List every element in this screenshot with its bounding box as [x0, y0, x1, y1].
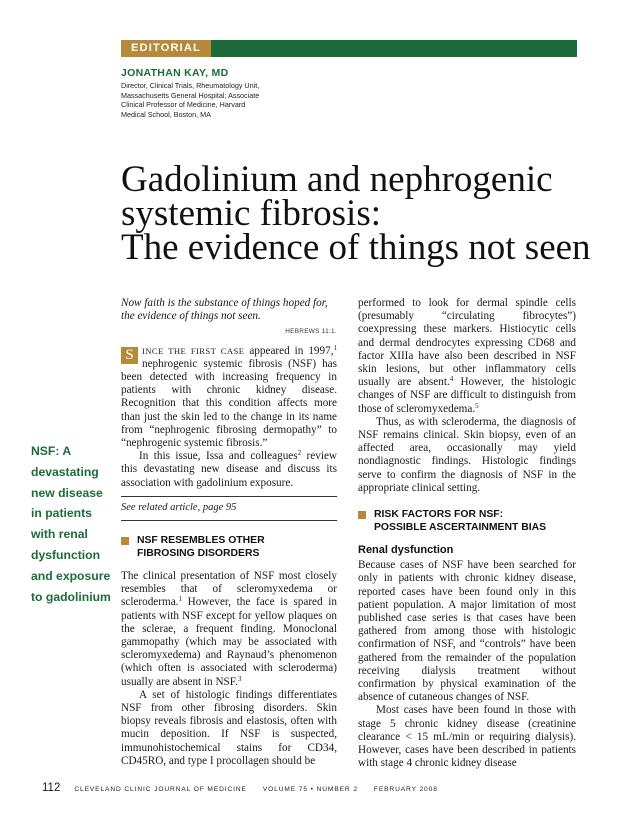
journal-volume: VOLUME 75 • NUMBER 2 [262, 786, 358, 793]
intro-smallcaps: INCE THE FIRST CASE [142, 345, 245, 356]
pull-quote-line: devastating [31, 464, 99, 479]
author-name: JONATHAN KAY, MD [121, 67, 229, 79]
reference-marker: 1 [333, 343, 337, 352]
right-column [358, 297, 576, 771]
paragraph-text: However, the face is spared in patients with NSF except for yellow plaques on the sclerae, a frequent finding. Monoclonal gammopathy (which may be associated with scleromyxedema) and Raynaud’s phenomenon (which often is associated with scleroderma) usually are absent in NSF. [121, 596, 337, 688]
title-line: The evidence of things not seen [121, 227, 591, 268]
section-heading-line: NSF RESEMBLES OTHER [137, 535, 265, 547]
paragraph-text: The clinical presentation of NSF most closely resembles that of scleromyxedema or scleroderma. [121, 570, 337, 609]
pull-quote [31, 441, 113, 607]
section-square-icon [358, 511, 366, 519]
pull-quote-line: with renal [31, 527, 88, 542]
epigraph-quote: Now faith is the substance of things hoped for, the evidence of things not seen. [121, 297, 328, 323]
section-heading-line: POSSIBLE ASCERTAINMENT BIAS [374, 521, 547, 533]
section-banner [121, 40, 577, 57]
paragraph [358, 297, 576, 416]
section-heading [121, 535, 337, 560]
section-heading [358, 509, 576, 534]
paragraph-text: appeared in 1997, [244, 344, 334, 357]
pull-quote-line: and exposure [31, 568, 111, 583]
page-footer [42, 778, 582, 796]
section-heading-line: RISK FACTORS FOR NSF: [374, 509, 504, 521]
title-line: Gadolinium and nephrogenic [121, 159, 553, 200]
drop-cap: S [121, 347, 138, 364]
journal-name: CLEVELAND CLINIC JOURNAL OF MEDICINE [74, 786, 247, 793]
left-column [121, 297, 337, 768]
divider [121, 520, 337, 521]
pull-quote-line: to gadolinium [31, 589, 111, 604]
title-line: systemic fibrosis: [121, 193, 382, 234]
reference-marker: 4 [449, 375, 454, 384]
pull-quote-line: in patients [31, 506, 92, 521]
section-square-icon [121, 537, 129, 545]
intro-paragraph [121, 345, 337, 451]
reference-marker: 3 [237, 674, 242, 683]
affiliation-line: Massachusetts General Hospital; Associate [121, 90, 260, 100]
reference-marker: 5 [475, 401, 479, 410]
author-block [121, 67, 321, 119]
paragraph [121, 570, 337, 689]
affiliation-line: Director, Clinical Trials, Rheumatology Unit, [121, 81, 260, 90]
article-title [121, 159, 591, 268]
paragraph: Because cases of NSF have been searched for only in patients with chronic kidney disease, reported cases have been found only in this patient population. A major limitation of most published case series is that cases have been gathered from among those with histologic confirmation of NSF, and “controls” have been gathered from the remainder of the population receiving dialysis treatment without confirmation by physical examination of the absence of cutaneous changes of NSF. [358, 559, 576, 704]
paragraph [121, 450, 337, 490]
reference-marker: 2 [297, 449, 302, 458]
paragraph-text: However, the histologic changes of NSF are difficult to distinguish from those of scleromyxedema. [358, 376, 576, 415]
pull-quote-line: new disease [31, 485, 103, 500]
affiliation-line: Medical School, Boston, MA [121, 109, 211, 119]
issue-date: FEBRUARY 2008 [373, 786, 438, 793]
paragraph: Thus, as with scleroderma, the diagnosis of NSF remains clinical. Skin biopsy, even of an affected area, occasionally may yield nondiagnostic findings. Histologic findings serve to confirm the diagnosis of NSF in the appropriate clinical setting. [358, 415, 576, 494]
see-related-link[interactable]: See related article, page 95 [121, 501, 237, 513]
paragraph-text: review this devastating new disease and discuss its association with gadolinium exposure. [121, 450, 337, 489]
divider [121, 496, 337, 497]
section-tag: EDITORIAL [121, 40, 211, 57]
epigraph-source: HEBREWS 11:1. [285, 328, 337, 336]
paragraph: Most cases have been found in those with stage 5 chronic kidney disease (creatinine clearance < 15 mL/min or requiring dialysis). However, cases have been described in patients with stage 4 chronic kidney disease [358, 704, 576, 770]
page-number: 112 [42, 782, 61, 794]
paragraph-text: nephrogenic systemic fibrosis (NSF) has been detected with increasing frequency in patients with chronic kidney disease. Recognition that this condition affects more than just the skin led to the change in its name from “nephrogenic fibrosing dermopathy” to “nephrogenic systemic fibrosis.” [121, 357, 337, 450]
paragraph-text: In this issue, Issa and colleagues [139, 450, 298, 463]
pull-quote-line: dysfunction [31, 547, 101, 562]
paragraph: A set of histologic findings differentiates NSF from other fibrosing disorders. Skin biopsy reveals fibrosis and elastosis, often with mucin deposition. If NSF is suspected, immunohistochemical stains for CD34, CD45RO, and type I procollagen should be [121, 688, 337, 767]
author-affiliation [121, 81, 321, 119]
reference-marker: 1 [178, 595, 182, 604]
section-heading-line: FIBROSING DISORDERS [137, 547, 260, 559]
affiliation-line: Clinical Professor of Medicine, Harvard [121, 100, 246, 109]
paragraph-text: performed to look for dermal spindle cells (presumably “circulating fibrocytes”) coexpressing these markers. Histiocytic cells and dermal dendrocytes expressing CD68 and factor XIIIa have also been described in NSF skin lesions, but other inflammatory cells usually are absent. [358, 297, 576, 389]
pull-quote-line: NSF: A [31, 444, 72, 458]
subheading: Renal dysfunction [358, 544, 454, 557]
